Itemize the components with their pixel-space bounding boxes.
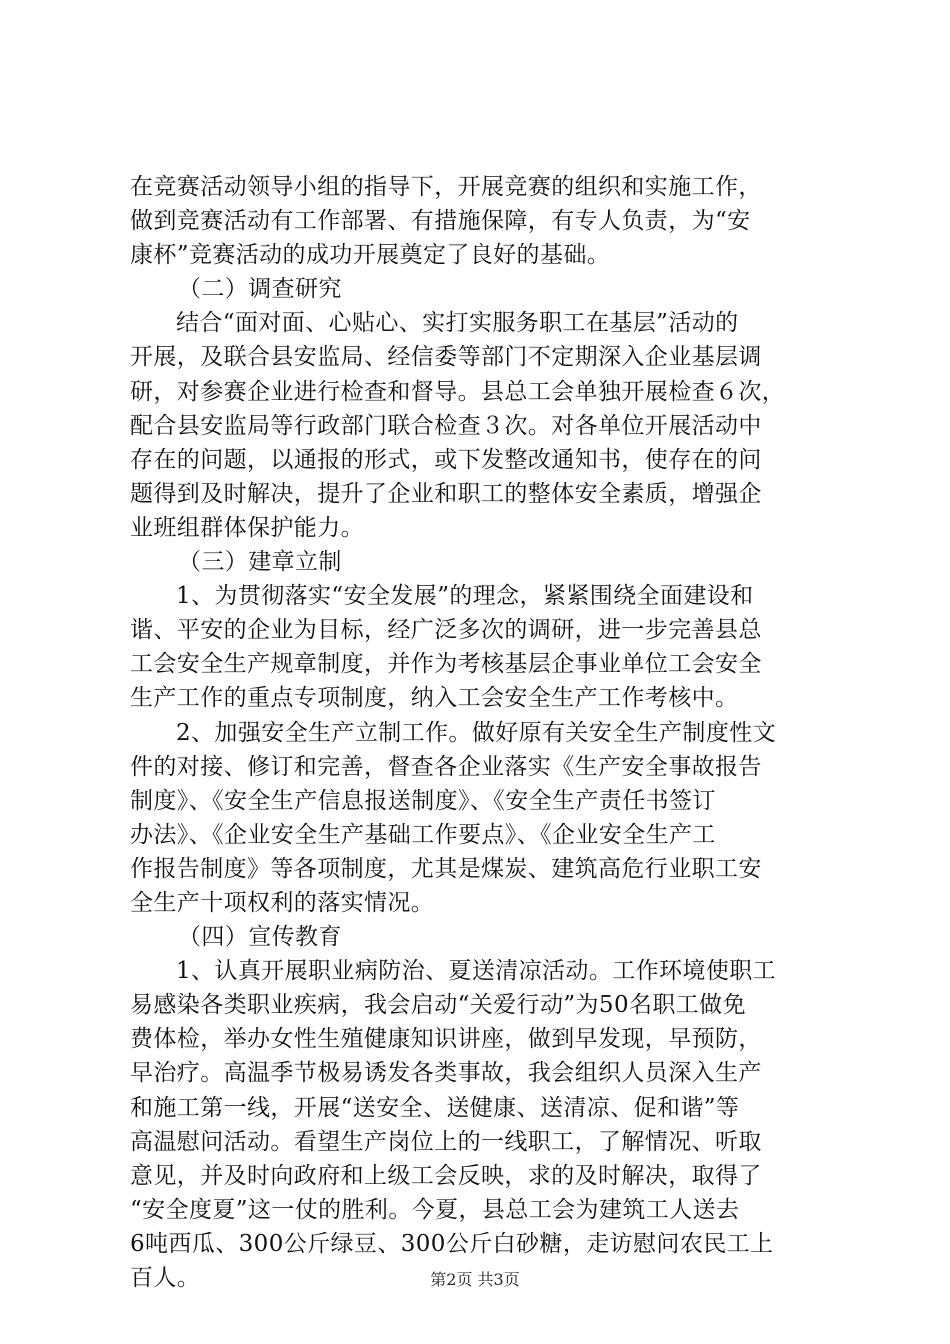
paragraph-first-line: 2、加强安全生产立制工作。做好原有关安全生产制度性文 [176,719,777,746]
section-heading: （四）宣传教育 [178,924,342,951]
paragraph-first-line: 1、认真开展职业病防治、夏送清凉活动。工作环境使职工 [176,958,777,985]
paragraph-line: 百人。 [130,1265,201,1291]
paragraph-line: 易感染各类职业疾病，我会启动“关爱行动”为50名职工做免 [130,992,746,1019]
paragraph-line: 作报告制度》等各项制度，尤其是煤炭、建筑高危行业职工安 [130,855,762,882]
paragraph-line: 高温慰问活动。看望生产岗位上的一线职工，了解情况、听取 [130,1128,762,1155]
paragraph-line: 和施工第一线，开展“送安全、送健康、送清凉、促和谐”等 [130,1094,740,1121]
section-heading: （三）建章立制 [178,549,342,576]
paragraph-line: 康杯”竞赛活动的成功开展奠定了良好的基础。 [130,242,611,269]
document-body [130,170,830,1295]
paragraph-line: 工会安全生产规章制度，并作为考核基层企事业单位工会安全 [130,651,762,678]
paragraph-line: 配合县安监局等行政部门联合检查３次。对各单位开展活动中 [130,412,762,439]
paragraph-line: 件的对接、修订和完善，督查各企业落实《生产安全事故报告 [130,753,762,780]
paragraph-line: 早治疗。高温季节极易诱发各类事故，我会组织人员深入生产 [130,1060,762,1087]
paragraph-line: 做到竞赛活动有工作部署、有措施保障，有专人负责，为“安 [130,208,751,235]
page-number-footer: 第2页 共3页 [430,1270,520,1289]
paragraph-line: 业班组群体保护能力。 [130,514,364,541]
paragraph-line: “安全度夏”这一仗的胜利。今夏，县总工会为建筑工人送去 [130,1196,740,1223]
paragraph-line: 存在的问题，以通报的形式，或下发整改通知书，使存在的问 [130,446,762,473]
paragraph-line: 生产工作的重点专项制度，纳入工会安全生产工作考核中。 [130,685,739,712]
paragraph-line: 题得到及时解决，提升了企业和职工的整体安全素质，增强企 [130,480,762,507]
paragraph-first-line: 结合“面对面、心贴心、实打实服务职工在基层”活动的 [176,310,739,337]
paragraph-line: 6吨西瓜、300公斤绿豆、300公斤白砂糖，走访慰问农民工上 [130,1230,774,1257]
paragraph-line: 研，对参赛企业进行检查和督导。县总工会单独开展检查６次， [130,378,786,405]
paragraph-line: 开展，及联合县安监局、经信委等部门不定期深入企业基层调 [130,344,762,371]
paragraph-line: 意见，并及时向政府和上级工会反映，求的及时解决，取得了 [130,1162,762,1189]
paragraph-line: 在竞赛活动领导小组的指导下，开展竞赛的组织和实施工作， [130,174,762,200]
section-heading: （二）调查研究 [178,276,342,303]
paragraph-line: 办法》、《企业安全生产基础工作要点》、《企业安全生产工 [130,821,716,848]
paragraph-line: 费体检，举办女性生殖健康知识讲座，做到早发现，早预防， [130,1026,762,1053]
paragraph-line: 制度》、《安全生产信息报送制度》、《安全生产责任书签订 [130,787,716,814]
paragraph-line: 全生产十项权利的落实情况。 [130,889,435,916]
paragraph-first-line: 1、为贯彻落实“安全发展”的理念，紧紧围绕全面建设和 [176,583,754,610]
paragraph-line: 谐、平安的企业为目标，经广泛多次的调研，进一步完善县总 [130,617,762,644]
